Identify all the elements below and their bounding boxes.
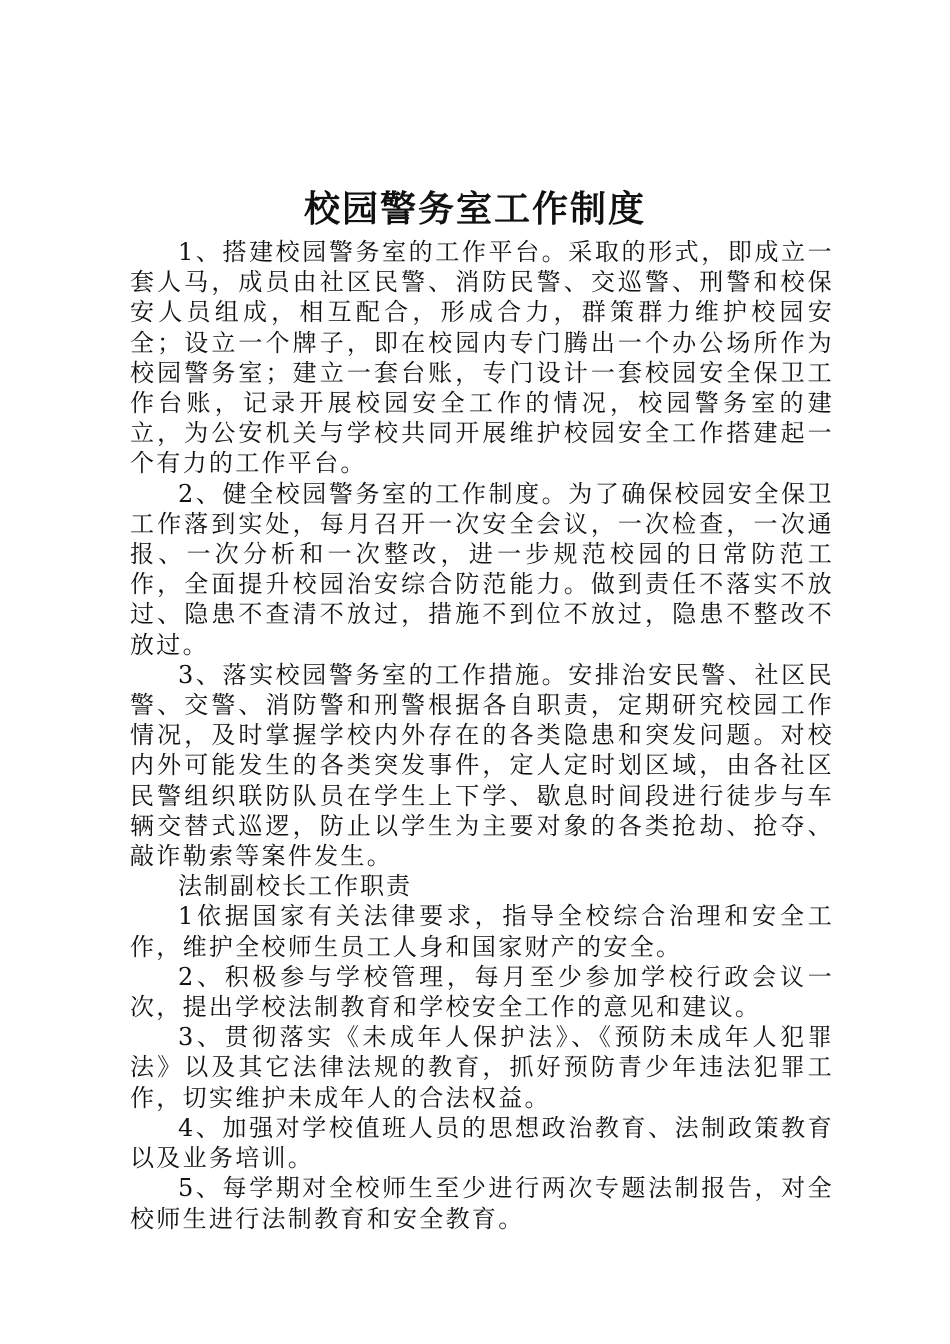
paragraph-3: 3、落实校园警务室的工作措施。安排治安民警、社区民警、交警、消防警和刑警根据各自职责，定期研究校园工作情况，及时掌握学校内外存在的各类隐患和突发问题。对校内外可能发生的各类突发事件，定人定时划区域，由各社区民警组织联防队员在学生上下学、歇息时间段进行徒步与车辆交替式巡逻，防止以学生为主要对象的各类抢劫、抢夺、敲诈勒索等案件发生。 [130,660,834,871]
document-body [130,237,834,1234]
paragraph-2: 2、健全校园警务室的工作制度。为了确保校园安全保卫工作落到实处，每月召开一次安全会议，一次检查，一次通报、一次分析和一次整改，进一步规范校园的日常防范工作，全面提升校园治安综合防范能力。做到责任不落实不放过、隐患不查清不放过，措施不到位不放过，隐患不整改不放过。 [130,479,834,659]
duty-item-3: 3、贯彻落实《未成年人保护法》、《预防未成年人犯罪法》以及其它法律法规的教育，抓好预防青少年违法犯罪工作，切实维护未成年人的合法权益。 [130,1023,834,1112]
duty-item-5: 5、每学期对全校师生至少进行两次专题法制报告，对全校师生进行法制教育和安全教育。 [130,1174,834,1233]
paragraph-1: 1、搭建校园警务室的工作平台。采取的形式，即成立一套人马，成员由社区民警、消防民警、交巡警、刑警和校保安人员组成，相互配合，形成合力，群策群力维护校园安全；设立一个牌子，即在校园内专门腾出一个办公场所作为校园警务室；建立一套台账，专门设计一套校园安全保卫工作台账，记录开展校园安全工作的情况，校园警务室的建立，为公安机关与学校共同开展维护校园安全工作搭建起一个有力的工作平台。 [130,238,834,478]
document-title: 校园警务室工作制度 [303,188,646,230]
duty-item-4: 4、加强对学校值班人员的思想政治教育、法制政策教育以及业务培训。 [130,1113,834,1173]
section-heading: 法制副校长工作职责 [178,872,412,901]
duty-item-2: 2、积极参与学校管理，每月至少参加学校行政会议一次，提出学校法制教育和学校安全工作的意见和建议。 [130,962,834,1022]
duty-item-1: 1依据国家有关法律要求，指导全校综合治理和安全工作，维护全校师生员工人身和国家财产的安全。 [130,902,834,961]
